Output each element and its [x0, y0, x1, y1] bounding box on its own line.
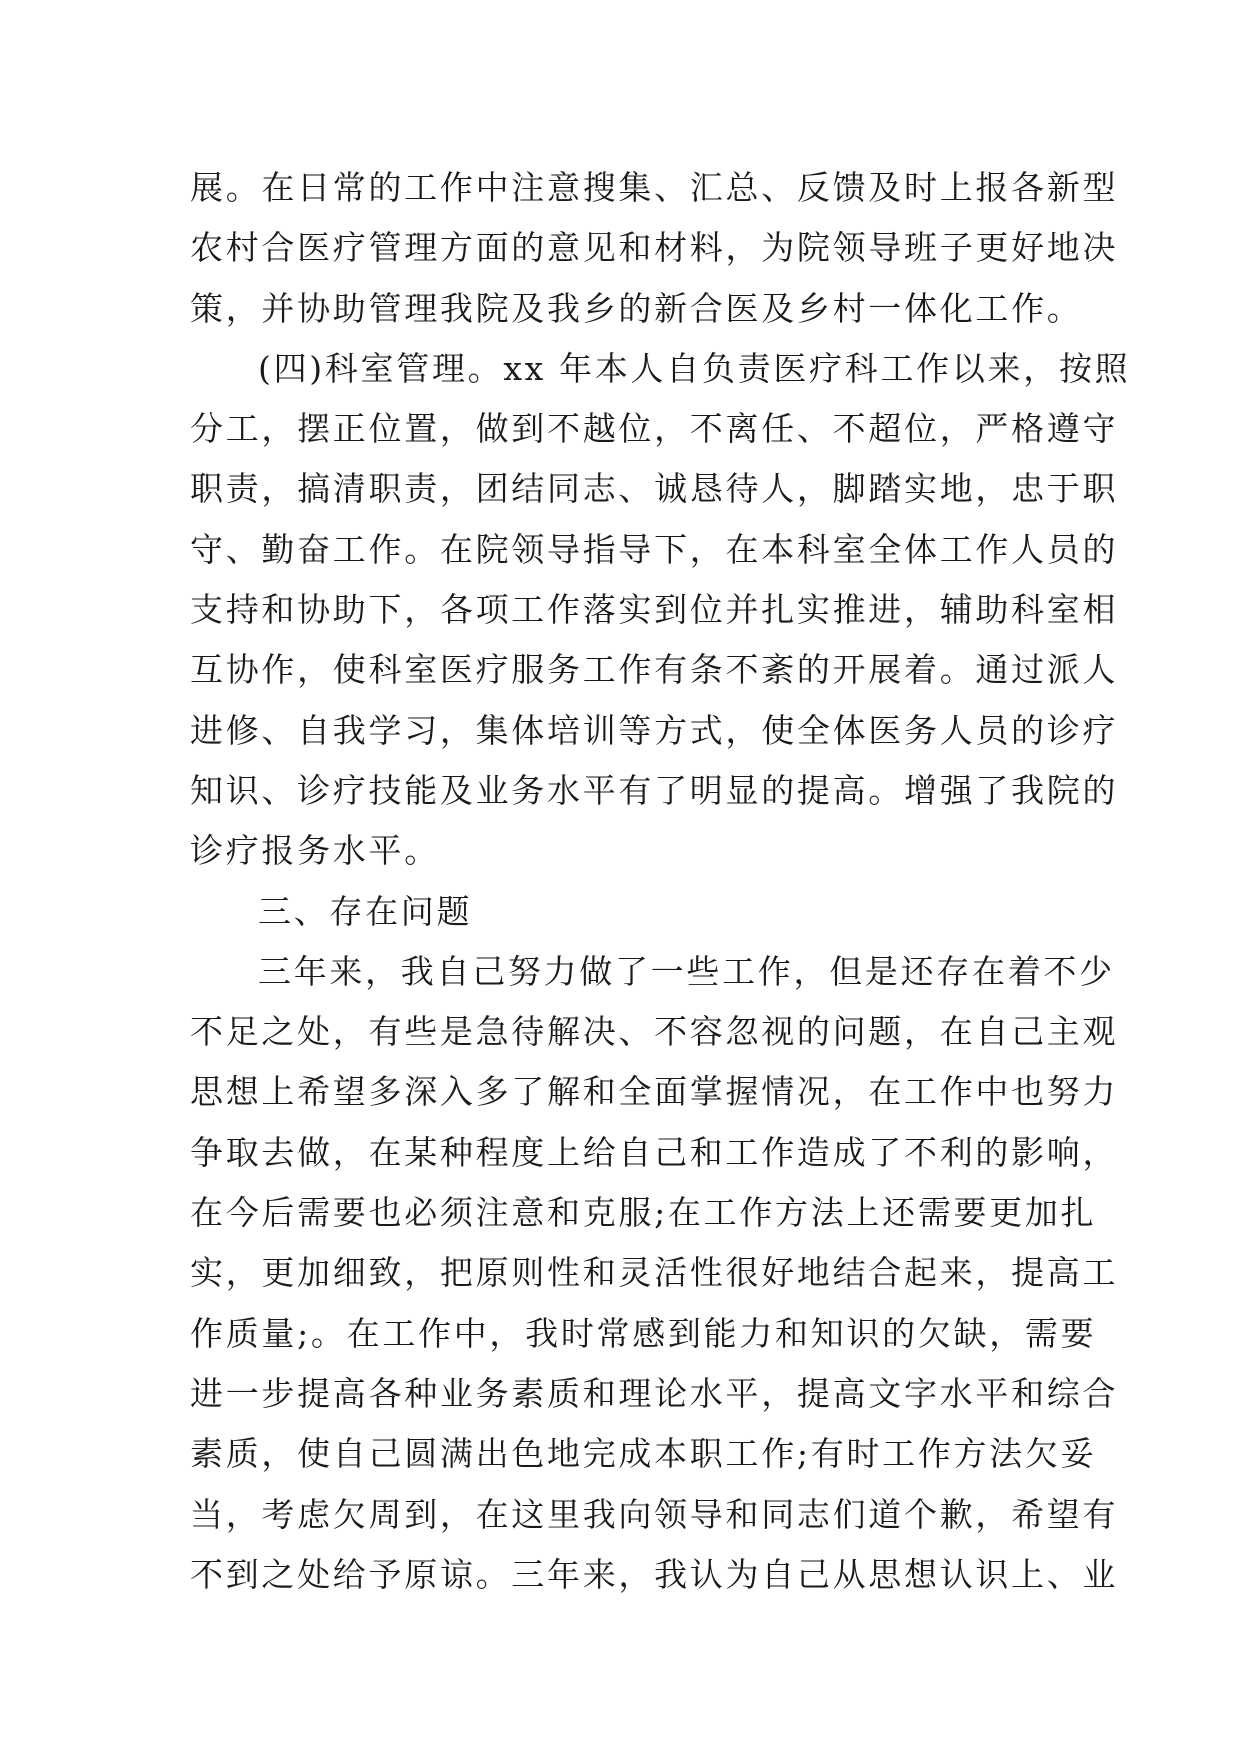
text-line: 支持和协助下，各项工作落实到位并扎实推进，辅助科室相	[190, 590, 1119, 630]
text-line: 展。在日常的工作中注意搜集、汇总、反馈及时上报各新型	[190, 168, 1119, 207]
text-line: 实，更加细致，把原则性和灵活性很好地结合起来，提高工	[190, 1253, 1119, 1293]
text-line: 当，考虑欠周到，在这里我向领导和同志们道个歉，希望有	[190, 1494, 1119, 1534]
text-line: 进一步提高各种业务素质和理论水平，提高文字水平和综合	[190, 1373, 1119, 1413]
text-line: 守、勤奋工作。在院领导指导下，在本科室全体工作人员的	[190, 529, 1119, 569]
body-text	[190, 158, 1131, 1605]
text-line: 素质，使自己圆满出色地完成本职工作;有时工作方法欠妥	[190, 1434, 1097, 1474]
section-heading: 三、存在问题	[258, 891, 473, 931]
text-line: 知识、诊疗技能及业务水平有了明显的提高。增强了我院的	[190, 770, 1119, 810]
text-line: 农村合医疗管理方面的意见和材料，为院领导班子更好地决	[190, 228, 1119, 268]
text-line: 互协作，使科室医疗服务工作有条不紊的开展着。通过派人	[190, 650, 1119, 690]
text-line: 作质量;。在工作中，我时常感到能力和知识的欠缺，需要	[190, 1313, 1097, 1353]
text-line: 分工，摆正位置，做到不越位，不离任、不超位，严格遵守	[190, 409, 1119, 449]
text-line: 策，并协助管理我院及我乡的新合医及乡村一体化工作。	[190, 288, 1083, 328]
text-line: 诊疗报务水平。	[190, 831, 440, 871]
text-line: 进修、自我学习，集体培训等方式，使全体医务人员的诊疗	[190, 710, 1119, 750]
paragraph-start-line: (四)科室管理。xx 年本人自负责医疗科工作以来，按照	[258, 348, 1131, 388]
text-line: 争取去做，在某种程度上给自己和工作造成了不利的影响，	[190, 1132, 1119, 1172]
paragraph-start-line: 三年来，我自己努力做了一些工作，但是还存在着不少	[258, 951, 1115, 991]
text-line: 在今后需要也必须注意和克服;在工作方法上还需要更加扎	[190, 1193, 1097, 1233]
text-line: 思想上希望多深入多了解和全面掌握情况，在工作中也努力	[190, 1072, 1119, 1112]
text-line: 职责，搞清职责，团结同志、诚恳待人，脚踏实地，忠于职	[190, 469, 1119, 509]
text-line: 不到之处给予原谅。三年来，我认为自己从思想认识上、业	[190, 1554, 1119, 1594]
text-line: 不足之处，有些是急待解决、不容忽视的问题，在自己主观	[190, 1012, 1119, 1052]
